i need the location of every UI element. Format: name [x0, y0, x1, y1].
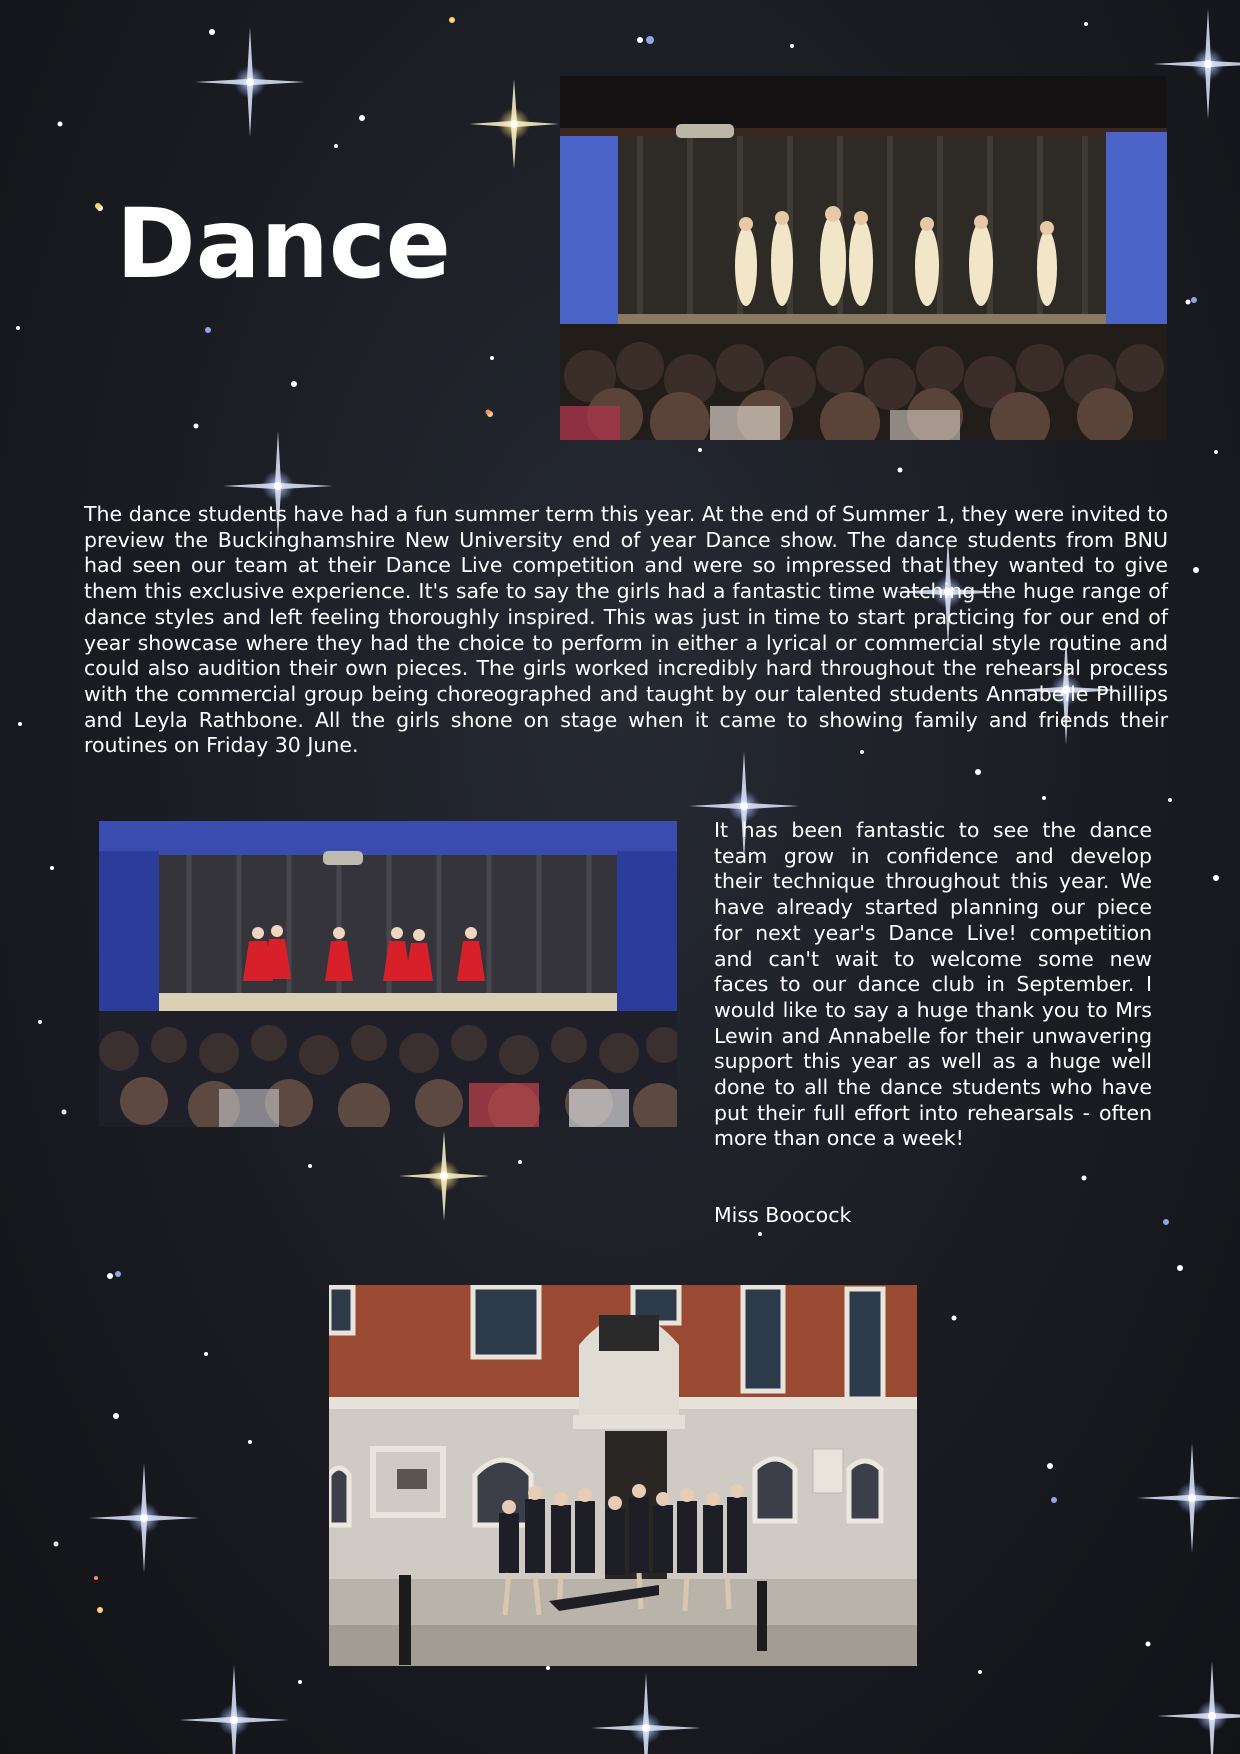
group-photo-outside-building — [329, 1285, 917, 1666]
showcase-stage-photo — [99, 821, 677, 1127]
intro-paragraph: The dance students have had a fun summer term this year. At the end of Summer 1, they were invited to preview the Buckinghamshire New University end of year Dance show. The dance students from BNU had seen our team at their Dance Live competition and were so impressed that they wanted to give them this exclusive experience. It's safe to say the girls had a fantastic time watching the huge range of dance styles and left feeling thoroughly inspired. This was just in time to start practicing for our end of year showcase where they had the choice to perform in either a lyrical or commercial style routine and could also audition their own pieces. The girls worked incredibly hard throughout the rehearsal process with the commercial group being choreographed and taught by our talented students Annabelle Phillips and Leyla Rathbone. All the girls shone on stage when it came to showing family and friends their routines on Friday 30 June. — [84, 502, 1168, 758]
page-title: Dance — [116, 188, 451, 300]
signature: Miss Boocock — [714, 1203, 852, 1227]
bnu-dance-show-photo — [560, 76, 1167, 440]
closing-paragraph: It has been fantastic to see the dance team grow in confidence and develop their technique throughout this year. We have already started planning our piece for next year's Dance Live! competition and can't wait to welcome some new faces to our dance club in September. I would like to say a huge thank you to Mrs Lewin and Annabelle for their unwavering support this year as well as a huge well done to all the dance students who have put their full effort into rehearsals - often more than once a week! — [714, 818, 1152, 1151]
